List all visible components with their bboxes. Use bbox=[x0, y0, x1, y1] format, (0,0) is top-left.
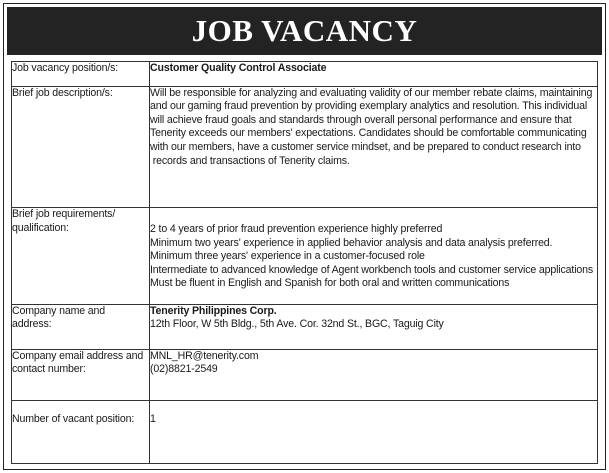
requirement-item: Minimum three years' experience in a customer-focused role bbox=[150, 250, 425, 263]
description-value bbox=[150, 86, 598, 207]
requirements-label-line: Brief job requirements/ bbox=[12, 207, 116, 220]
company-address: 12th Floor, W 5th Bldg., 5th Ave. Cor. 32nd St., BGC, Taguig City bbox=[150, 318, 444, 331]
description-line: Tenerity exceeds our members' expectations. Candidates should be comfortable communicating bbox=[150, 127, 587, 140]
requirement-item: Must be fluent in English and Spanish for both oral and written communications bbox=[150, 277, 510, 290]
description-label: Brief job description/s: bbox=[12, 86, 150, 207]
company-label-line: Company name and bbox=[12, 304, 106, 317]
requirements-value bbox=[150, 207, 598, 304]
description-line: and our gaming fraud prevention by providing exemplary analytics and resolution. This individual bbox=[150, 100, 588, 113]
table-row bbox=[12, 304, 598, 349]
vacancy-details-table bbox=[11, 61, 598, 464]
table-row bbox=[12, 349, 598, 400]
table-row bbox=[12, 86, 598, 207]
contact-label bbox=[12, 349, 150, 400]
description-line: records and transactions of Tenerity claims. bbox=[150, 154, 350, 167]
page-title: JOB VACANCY bbox=[7, 7, 602, 55]
contact-email: MNL_HR@tenerity.com bbox=[150, 349, 259, 362]
requirement-item: Intermediate to advanced knowledge of Agent workbench tools and customer service applications bbox=[150, 263, 594, 276]
requirement-item: 2 to 4 years of prior fraud prevention experience highly preferred bbox=[150, 222, 443, 235]
table-row bbox=[12, 62, 598, 87]
requirement-item: Minimum two years' experience in applied behavior analysis and data analysis preferred. bbox=[150, 236, 553, 249]
description-line: will achieve fraud goals and standards through overall personal performance and ensure that bbox=[150, 113, 572, 126]
requirements-label-line: qualification: bbox=[12, 221, 69, 234]
position-label: Job vacancy position/s: bbox=[12, 62, 150, 87]
contact-label-line: contact number: bbox=[12, 363, 86, 376]
position-value: Customer Quality Control Associate bbox=[150, 62, 598, 87]
description-line: with our members, have a customer service mindset, and be prepared to conduct research into bbox=[150, 141, 581, 154]
vacancies-value: 1 bbox=[150, 401, 598, 464]
company-name: Tenerity Philippines Corp. bbox=[150, 304, 277, 317]
description-line: Will be responsible for analyzing and evaluating validity of our member rebate claims, maintaining bbox=[150, 86, 593, 99]
vacancies-label: Number of vacant position: bbox=[12, 401, 150, 464]
contact-label-line: Company email address and bbox=[12, 349, 144, 362]
company-value bbox=[150, 304, 598, 349]
table-row bbox=[12, 401, 598, 464]
contact-value bbox=[150, 349, 598, 400]
requirements-label bbox=[12, 207, 150, 304]
table-row bbox=[12, 207, 598, 304]
company-label bbox=[12, 304, 150, 349]
company-label-line: address: bbox=[12, 318, 52, 331]
contact-phone: (02)8821-2549 bbox=[150, 363, 218, 376]
